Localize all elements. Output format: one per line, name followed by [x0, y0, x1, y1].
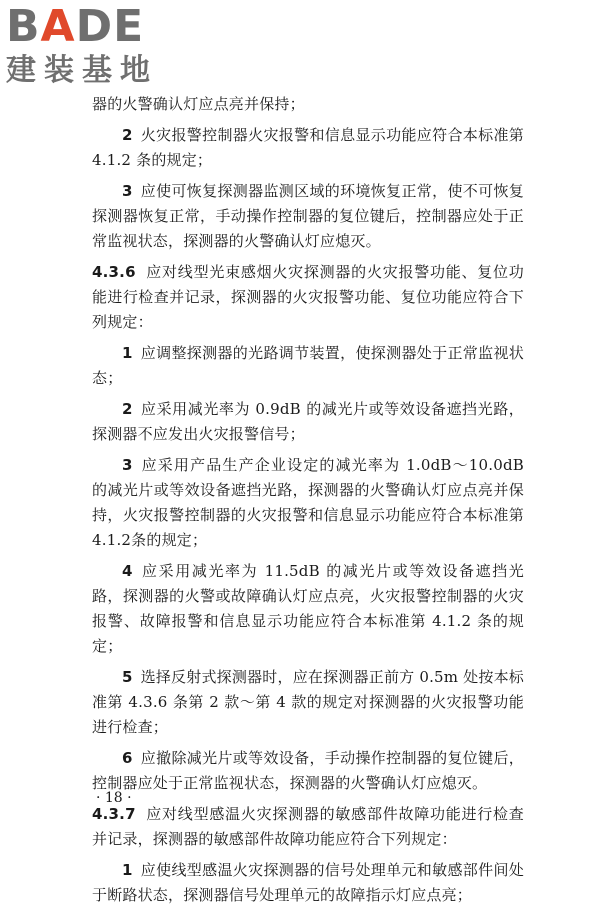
clause-item: [92, 341, 524, 391]
clause-item: [92, 397, 524, 447]
item-number: 3: [122, 182, 133, 200]
section-paragraph: [92, 802, 524, 852]
item-number: 2: [122, 400, 133, 418]
clause-item: [92, 665, 524, 740]
paragraph-text: 应撤除减光片或等效设备，手动操作控制器的复位键后，控制器应处于正常监视状态，探测器的火警确认灯应熄灭。: [92, 749, 524, 792]
page-number: · 18 ·: [96, 790, 132, 806]
clause-item: [92, 746, 524, 796]
clause-item: [92, 453, 524, 553]
item-number: 2: [122, 126, 133, 144]
clause-item: [92, 559, 524, 659]
paragraph-text: 器的火警确认灯应点亮并保持；: [92, 95, 305, 113]
item-number: 4: [122, 562, 133, 580]
paragraph-text: 应对线型光束感烟火灾探测器的火灾报警功能、复位功能进行检查并记录，探测器的火灾报警功能、复位功能应符合下列规定：: [92, 263, 524, 331]
logo-letters-b: B: [6, 1, 41, 52]
paragraph-text: 应采用减光率为 0.9dB 的减光片或等效设备遮挡光路，探测器不应发出火灾报警信号；: [92, 400, 524, 443]
paragraph-text: 应对线型感温火灾探测器的敏感部件故障功能进行检查并记录，探测器的敏感部件故障功能应符合下列规定：: [92, 805, 524, 848]
logo-letters-de: DE: [75, 1, 145, 52]
logo-subtitle: 建装基地: [6, 53, 158, 88]
paragraph-text: 应采用减光率为 11.5dB 的减光片或等效设备遮挡光路，探测器的火警或故障确认灯应点亮，火灾报警控制器的火灾报警、故障报警和信息显示功能应符合本标准第 4.1.2 条的规定；: [92, 562, 524, 655]
section-number: 4.3.7: [92, 805, 136, 823]
paragraph-text: 火灾报警控制器火灾报警和信息显示功能应符合本标准第 4.1.2 条的规定；: [92, 126, 524, 169]
clause-item: [92, 123, 524, 173]
clause-item: [92, 179, 524, 254]
section-number: 4.3.6: [92, 263, 136, 281]
clause-item: [92, 858, 524, 908]
logo-wordmark: [6, 1, 176, 52]
item-number: 5: [122, 668, 133, 686]
item-number: 6: [122, 749, 133, 767]
document-body: [92, 92, 524, 914]
paragraph-text: 选择反射式探测器时，应在探测器正前方 0.5m 处按本标准第 4.3.6 条第 2 款～第 4 款的规定对探测器的火灾报警功能进行检查；: [92, 668, 524, 736]
item-number: 1: [122, 861, 133, 879]
paragraph-text: 应使线型感温火灾探测器的信号处理单元和敏感部件间处于断路状态，探测器信号处理单元的故障指示灯应点亮；: [92, 861, 524, 904]
item-number: 3: [122, 456, 133, 474]
item-number: 1: [122, 344, 133, 362]
paragraph-text: 应调整探测器的光路调节装置，使探测器处于正常监视状态；: [92, 344, 524, 387]
paragraph-text: 应采用产品生产企业设定的减光率为 1.0dB～10.0dB 的减光片或等效设备遮挡光路，探测器的火警确认灯应点亮并保持，火灾报警控制器的火灾报警和信息显示功能应符合本标准第 4.1.2条的规定；: [92, 456, 524, 549]
continuation-text: [92, 92, 524, 117]
logo-letter-a: A: [40, 1, 76, 52]
section-paragraph: [92, 260, 524, 335]
bade-logo: [6, 1, 176, 96]
paragraph-text: 应使可恢复探测器监测区域的环境恢复正常，使不可恢复探测器恢复正常，手动操作控制器的复位键后，控制器应处于正常监视状态，探测器的火警确认灯应熄灭。: [92, 182, 524, 250]
